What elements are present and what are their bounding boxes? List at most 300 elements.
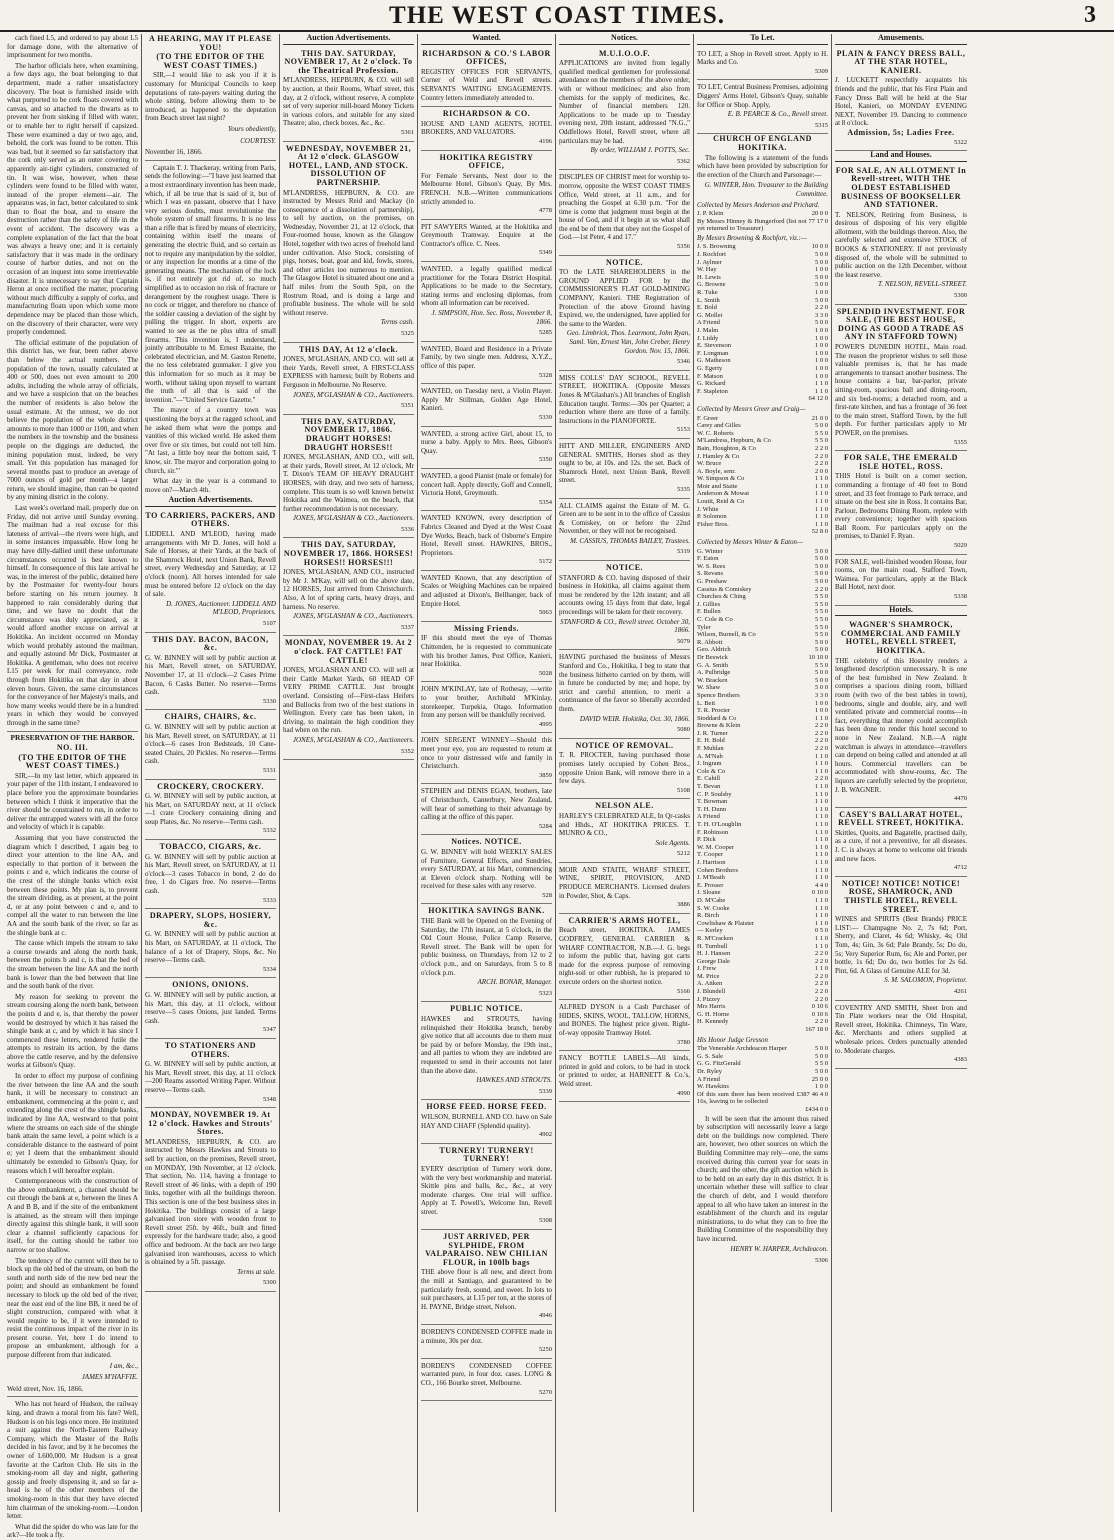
- subscriber-row: [697, 768, 828, 776]
- subscriber-name: Churches & Ching: [697, 593, 746, 601]
- advertisement: [559, 439, 690, 499]
- subscriber-row: [697, 677, 828, 685]
- subscriber-row: [697, 646, 828, 654]
- section-heading: To Let.: [697, 34, 828, 45]
- ad-body: HARLEY'S CELEBRATED ALE, In Qr-casks and Hhds., AT HOKITIKA PRICES. T. MUNRO & CO.,: [559, 811, 690, 838]
- subscriber-name: L. Smith: [697, 296, 720, 304]
- subscriber-row: [697, 760, 828, 768]
- news-paragraph: The official estimate of the population of this district has, we fear, been rather above than below the actual numbers. The population of the town, usually calculated at 400 or 500, does not even amount to 200 adults, including the whole array of officials, and we have a suspicion that on the beaches the number of residents is also below the usual estimate. At the utmost, we do not believe the population of the whole district amounts to more than 1000 or 1100, and when the numbers in the township and the business people on the diggings are deducted, the mining population must, indeed, be very small. Yet this population has managed for several months past to produce an average of 7000 ounces of gold per month—a larger return, we should imagine, than can be quoted by any mining district in the colony.: [7, 338, 138, 502]
- advertisement-list: [145, 509, 276, 1292]
- subscriber-name: E. H. Bold: [697, 737, 725, 745]
- advertisement: [145, 509, 276, 633]
- closing-signature: HENRY W. HARPER, Archdeacon.: [730, 1245, 828, 1254]
- subscription-amount: 5 0 0: [815, 676, 828, 684]
- ad-number: 5335: [677, 485, 690, 493]
- ad-heading: CARRIER'S ARMS HOTEL,: [568, 915, 681, 925]
- subscriber-name: T. H. Dunn: [697, 805, 727, 813]
- advertisement: [421, 622, 552, 683]
- ad-body: WILSON, BURNELL AND CO. have on Sale HAY AND CHAFF (Splendid quality).: [421, 1112, 552, 1130]
- subscription-amount: 5 0 0: [815, 555, 828, 563]
- subscriber-row: [697, 483, 828, 491]
- subscription-total: 52 8 0: [811, 528, 828, 536]
- ad-body: TO LET, a Shop in Revell street. Apply to H. Marks and Co.: [697, 49, 828, 67]
- subscriber-name: Cohen Brothers: [697, 866, 738, 874]
- subscriber-name: F. Muhlan: [697, 745, 724, 753]
- ad-number: 5334: [263, 965, 276, 973]
- ad-body: G. W. BINNEY will hold WEEKLY SALES of Furniture, General Effects, and Sundries, every SATURDAY, at his Mart, commencing at Eleven o'clock sharp. Nothing will be received for these sales with any reserve.: [421, 847, 552, 891]
- ad-heading: NELSON ALE.: [595, 801, 654, 811]
- ad-heading: NOTICE! NOTICE! NOTICE! ROSE, SHAMROCK, AND THISTLE HOTEL, REVELL STREET.: [841, 878, 961, 914]
- subscription-amount: 2 2 0: [815, 957, 828, 965]
- ad-body: STANFORD & CO. having disposed of their business in Hokitika, all claims against them must be rendered by the 12th instant; and all accounts owing 15 days from that date, legal proceedings will be taken for their recovery.: [559, 573, 690, 617]
- subscriber-row: [697, 365, 828, 373]
- subscriber-name: By Messrs Hinney & Hungerford (list not yet returned to Treasurer): [697, 217, 807, 233]
- advertisement: [145, 633, 276, 711]
- subscriber-name: J. Liddy: [697, 334, 719, 342]
- subscriber-row: [697, 297, 828, 305]
- subscriber-row: [697, 867, 828, 875]
- ad-body: EVERY description of Turnery work done, with the very best workmanship and material. Skittle pins and balls, &c., &c., at very moderate charges. One trial will suffice. Apply at T. Powell's, Welcome Inn, Revell street.: [421, 1164, 552, 1216]
- subscriber-row: [697, 897, 828, 905]
- divider: [145, 160, 276, 161]
- subscriber-row: [697, 836, 828, 844]
- ad-heading: RICHARDSON & CO.'S LABOR OFFICES,: [422, 48, 551, 67]
- ad-signature: JONES, M'GLASHAN & CO., Auctioneers.: [292, 514, 414, 523]
- subscription-amount: 1 1 0: [815, 714, 828, 722]
- subscription-amount: 1 1 0: [815, 934, 828, 942]
- subscriber-row: [697, 654, 828, 662]
- advertisement: [421, 469, 552, 511]
- subscriber-name: Wilson, Burnell, & Co: [697, 631, 756, 639]
- ad-body: G. W. BINNEY will sell by public auction at his Mart, Revell street, on SATURDAY, at 11 o'clock—6 cases Iron Bedsteads, 10 Cane-seated Chairs, 20 Pickles. No reserve—Terms cash.: [145, 722, 276, 766]
- subscriber-name: J. S. Browning: [697, 243, 736, 251]
- advertisement: [283, 47, 414, 142]
- subscription-amount: 1 1 0: [815, 387, 828, 395]
- advertisement: [421, 427, 552, 469]
- subscription-amount: 10 10 0: [808, 653, 828, 661]
- subscription-amount: 1 1 0: [815, 843, 828, 851]
- subscriber-row: [697, 430, 828, 438]
- letter-addressee: (TO THE EDITOR OF THE WEST COAST TIMES.): [156, 52, 265, 70]
- advertisement: [145, 1039, 276, 1108]
- ad-number: 5332: [263, 827, 276, 835]
- ad-body: DISCIPLES OF CHRIST meet for worship to-morrow, opposite the WEST COAST TIMES Office, Weld street, at 11 a.m., and for preaching the Gospel at 6.30 p.m. "For the time is come that judgment must begin at the house of God, and if it begin at us what shall the end be of them that obey not the Gospel of God.—1st Peter, 4 and 17.": [559, 173, 690, 242]
- subscriber-row: [697, 521, 828, 529]
- subscription-amount: 2 2 0: [815, 995, 828, 1003]
- ad-heading: HOKITIKA SAVINGS BANK.: [428, 906, 545, 916]
- ad-number: 4946: [539, 1312, 552, 1320]
- ad-number: 5284: [539, 822, 552, 830]
- subscription-amount: 1 1 0: [815, 498, 828, 506]
- subscriber-row: [697, 593, 828, 601]
- subscriber-name: W. C. Roberts: [697, 429, 734, 437]
- column-6-to-let: [694, 34, 832, 1512]
- subscriber-name: F. Longman: [697, 349, 729, 357]
- advertisement: [559, 561, 690, 650]
- subscriber-row: [697, 692, 828, 700]
- subscription-amount: 5 0 0: [815, 251, 828, 259]
- letter-addressee: (TO THE EDITOR OF THE WEST COAST TIMES.): [18, 752, 127, 771]
- subscription-amount: 1 1 0: [815, 752, 828, 760]
- news-paragraphs: [7, 34, 138, 728]
- ad-number: 5355: [954, 438, 967, 446]
- subscription-amount: 5 0 0: [815, 273, 828, 281]
- subscription-amount: 1 1 0: [815, 380, 828, 388]
- subscriber-row: [697, 859, 828, 867]
- ad-body: T. NELSON, Retiring from Business, is desirous of disposing of his very eligible allotment, with the buildings thereon. Also, the carefully selected and extensive STOCK of BOOKS & STATIONERY. If not previously disposed of, the whole will be submitted to public auction on the 12th December, without the least reserve.: [835, 210, 967, 279]
- ad-body: HOUSE AND LAND AGENTS, HOTEL BROKERS, AND VALUATORS.: [421, 119, 552, 137]
- subscription-amount: 5 0 0: [815, 422, 828, 430]
- advertisement: [145, 710, 276, 779]
- subscription-amount: 1 1 0: [815, 858, 828, 866]
- letter-close: I am, &c.,: [109, 1361, 138, 1370]
- ad-heading: Missing Friends.: [454, 623, 519, 633]
- subscription-total: 64 12 0: [808, 395, 828, 403]
- subscriber-name: W. Simpson & Co: [697, 475, 745, 483]
- advertisement: [421, 151, 552, 220]
- subscriber-name: A. Pulbridge: [697, 669, 731, 677]
- ad-heading: TO CARRIERS, PACKERS, AND OTHERS.: [145, 510, 276, 529]
- subscriber-name: Moir and Staite: [697, 482, 738, 490]
- subscriber-name: M. Price: [697, 972, 720, 980]
- subscriber-name: J. Rochfort: [697, 251, 726, 259]
- advertisement: [559, 739, 690, 800]
- ad-body: WANTED, on Tuesday next, a Violin Player. Apply Mr Stillman, Golden Age Hotel, Kanieri.: [421, 387, 552, 413]
- ad-heading: PUBLIC NOTICE.: [450, 1004, 523, 1014]
- subscriber-row: [697, 373, 828, 381]
- subscriber-row: [697, 806, 828, 814]
- subscriber-row: [697, 506, 828, 514]
- subscriber-row: [697, 1060, 828, 1068]
- advertisement: [421, 1359, 552, 1401]
- subscription-amount: 5 5 0: [815, 437, 828, 445]
- advertisement: [421, 1325, 552, 1359]
- subscriber-row: [697, 980, 828, 988]
- subscriber-name: G. Winter: [697, 547, 723, 555]
- subscription-amount: 5 0 0: [815, 547, 828, 555]
- news-paragraph: Who has not heard of Hudson, the railway king, and drawn a moral from his fate? Well, Hudson is on his legs once more. He instituted a suit against the North-Eastern Railway Company, which the Master of the Rolls decided in his favor, and by it he becomes the owner of L600,000. Mr Hudson is a great favorite at the Carlton Club. He sits in the smoking-room all day and night, gathering gossip and freely dispensing it, and so far a-head is he of the other members of the smoking-room in this that they have elected him chairman of the smoking-room.—London letter.: [7, 1400, 138, 1521]
- ad-signature: JONES, M'GLASHAN & CO., Auctioneers.: [292, 735, 414, 744]
- advertisement: [559, 1000, 690, 1051]
- ad-number: 528: [542, 891, 552, 899]
- letter-paragraph: My reason for seeking to prevent the stream coursing along the north bank, between the points d and e, is, that thereby the power would be destroyed by which it has raised the shingle bank at c, and by which it has since I commenced these letters, rendered futile the attempts to restrain its action, by the dams above the cattle reserve, and by the defensive works at Gibson's Quay.: [7, 992, 138, 1070]
- ad-number: 5331: [263, 766, 276, 774]
- subscription-amount: 1 1 0: [815, 851, 828, 859]
- subscriber-name: G. Mollet: [697, 311, 723, 319]
- subscriber-row: [697, 905, 828, 913]
- subscriber-row: [697, 218, 828, 233]
- advertisement: [559, 170, 690, 255]
- subscriber-row: [697, 563, 828, 571]
- subscriber-row: [697, 380, 828, 388]
- subscriber-row: [697, 631, 828, 639]
- subscriber-name: C. P. Soulsby: [697, 790, 732, 798]
- ad-heading: MONDAY, NOVEMBER 19. At 2 o'clock. FAT CATTLE! FAT CATTLE!: [284, 638, 413, 665]
- subscriber-row: [697, 935, 828, 943]
- news-paragraph: cach fined L5, and ordered to pay about L5 for damage done, with the alternative of imprisonment for two months.: [7, 34, 138, 60]
- advertisement-list: [559, 47, 690, 1103]
- advertisement-list: [283, 47, 414, 761]
- advertisement: [835, 164, 967, 305]
- subscriber-name: G. S. Sale: [697, 1052, 723, 1060]
- ad-admission: Admission, 5s; Ladies Free.: [847, 127, 955, 137]
- subscriber-name: A. M'Nab: [697, 752, 723, 760]
- ad-number: 5285: [539, 329, 552, 337]
- ad-number: 5333: [263, 896, 276, 904]
- ad-signature: J. SIMPSON, Hon. Sec. Ross, November 8, 1866.: [431, 309, 552, 326]
- ad-heading: CASEY'S BALLARAT HOTEL, REVELL STREET, HOKITIKA.: [838, 809, 964, 828]
- subscriber-row: [697, 829, 828, 837]
- subscription-amount: 2 2 0: [815, 1018, 828, 1026]
- subscriber-row: [697, 243, 828, 251]
- advertisement: [421, 511, 552, 571]
- subscription-amount: 5 5 0: [815, 615, 828, 623]
- subscription-amount: 5 0 0: [815, 1045, 828, 1053]
- ad-body: WINES and SPIRITS (Best Brands) PRICE LIST:— Champagne No. 2, 7s 6d; Port, Sherry, and Claret, 4s 6d; Whisky, 4s; Old Tom, 4s; Gin, 3s 6d; Pale Brandy, 5s; Do do, 5s; Very Superior Rum, 6s; Ale and Porter, per bottle, 1s 6d; Do do, two bottles for 2s 6d. Pint, 6d. A Glass of Genuine ALE for 3d.: [835, 915, 967, 975]
- advertisement: [835, 1001, 967, 1069]
- ad-body: G. W. BINNEY will sell by public auction at his Mart, Revell street, on SATURDAY, November 17, at 11 o'clock—2 Cases Prime Bacon, 6 Casks Butter. No reserve—Terms cash.: [145, 653, 276, 697]
- subscriber-row: [697, 1076, 828, 1084]
- ad-heading: ONIONS, ONIONS.: [172, 980, 249, 990]
- subscriber-row: [697, 1053, 828, 1061]
- subscription-list-heading: By Messrs Browning & Rochfort, viz.:—: [697, 234, 807, 242]
- subscriber-row: [697, 616, 828, 624]
- ad-number: 5212: [677, 850, 690, 858]
- column-1-news: [4, 34, 142, 1540]
- subscriber-name: R. M'Cracken: [697, 934, 734, 942]
- column-4-wanted: [418, 34, 556, 1512]
- subscription-amount: 5 5 0: [815, 608, 828, 616]
- ad-number: 5354: [539, 498, 552, 506]
- subscriber-name: Carey and Gilles: [697, 422, 741, 430]
- letter-date: November 16, 1866.: [145, 148, 203, 157]
- column-7-amusements: [832, 34, 970, 1512]
- advertisement: [559, 499, 690, 562]
- ad-number: 5351: [401, 402, 414, 410]
- subscriber-name: W. Bruce: [697, 460, 722, 468]
- subscription-amount: 0 10 0: [811, 889, 828, 897]
- advertisement: [559, 650, 690, 738]
- subscriber-row: [697, 798, 828, 806]
- ad-number: 5153: [677, 426, 690, 434]
- ad-body: THE celebrity of this Hostelry renders a lengthened description unnecessary. It is one of the best furnished in New Zealand. It comprises a spacious dining room, billiard room (with two of the best tables in town), bedrooms, single and double, airy, and well ventilated private and commercial rooms—in fact, everything that money could accomplish has been done to render this hotel second to none in New Zealand. N.B.—A night watchman is always in attendance—travellers can depend on being called and attended at all hours. Commercial travellers can be accommodated with show-rooms, &c. The liquors are carefully selected by the proprietor, J. B. WAGNER.: [835, 656, 967, 794]
- subscriber-row: [697, 753, 828, 761]
- advertisement: [283, 415, 414, 539]
- subscriber-name: G. Preshaw: [697, 578, 727, 585]
- ad-number: 5080: [677, 726, 690, 734]
- ad-heading: PLAIN & FANCY DRESS BALL, AT THE STAR HOTEL, KANIERI.: [836, 48, 966, 75]
- subscriber-row: [697, 783, 828, 791]
- subscription-amount: 2 0 0: [815, 467, 828, 475]
- subscriber-name: Cassius & Comiskey: [697, 585, 752, 593]
- ad-number: 5339: [539, 1087, 552, 1095]
- ad-body: FOR SALE, well-finished wooden House, four rooms, on the main road, Stafford Town, Waimea. For particulars, apply at the Black Ball Hotel, next door.: [835, 557, 968, 592]
- subscriber-name: T. Bowman: [697, 798, 728, 806]
- advertisement: [835, 808, 967, 877]
- subscription-amount: 1 0 0: [815, 357, 828, 365]
- ad-signature: STANFORD & CO., Revell street. October 30, 1866.: [560, 617, 690, 635]
- subscriber-name: Geo. Aldrich: [697, 646, 731, 654]
- advertisement: [145, 840, 276, 909]
- subscriber-name: P. Solomon: [697, 513, 727, 521]
- ad-body: JONES, M'GLASHAN, AND CO. will sell at their Yards, Revell street, A FIRST-CLASS EXPRESS with harness; built by Roberts and Ferguson in Melbourne. No Reserve.: [283, 355, 414, 389]
- ad-signature: DAVID WEIR. Hokitika, Oct. 30, 1866.: [579, 714, 690, 723]
- subscription-amount: 0 5 0: [815, 927, 828, 935]
- subscriber-name: W. Shaw: [697, 684, 721, 692]
- subscription-amount: 1 1 0: [815, 828, 828, 836]
- subscription-amount: 1 1 0: [815, 965, 828, 973]
- subscriber-name: M'Landress, Hepburn, & Co: [697, 437, 771, 445]
- section-heading: Land and Houses.: [835, 151, 967, 162]
- subscriber-name: J. P. Klein: [697, 210, 724, 218]
- news-paragraph: The mayor of a country town was questioning the boys at the ragged school, and he asked them what were the pomps and vanities of this wicked world. He asked them over five or six times, but could not tell him. "At last, a little boy near the bottom said, 'I know, sir. The mayor and corporation going to church, sir.'": [145, 406, 276, 475]
- subscriber-row: [697, 889, 828, 897]
- subscriber-row: [697, 259, 828, 267]
- subscriber-name: E. Stevenson: [697, 342, 731, 350]
- ad-number: 5330: [263, 697, 276, 705]
- subscriber-row: [697, 791, 828, 799]
- subscription-amount: 1 1 0: [815, 942, 828, 950]
- subscription-amount: 5 5 0: [815, 429, 828, 437]
- subscriber-row: [697, 988, 828, 996]
- subscriber-row: [697, 357, 828, 365]
- ad-signature: Geo. Limbrick, Thos. Learmont, John Ryan, Saml. Van, Ernest Van, John Creber, Henry Gordon. Nov. 15, 1866.: [566, 329, 690, 355]
- letter-paragraph: The tendency of the current will then be to block up the old bed of the stream, on both the south and north side of the new bed near the point; and should an embankment be found necessary to block up the old bed of the river, near the east end of the line BB, it need be of slight construction, compared with what it would require to be, if it were intended to resist the continuous impact of the river in its present course. Yet, here I do intend to propose an embankment, although for a purpose different from that indicated.: [7, 1256, 138, 1360]
- ad-body: J. LUCKETT respectfully acquaints his friends and the public, that his First Plain and Fancy Dress Ball will be held at the Star Hotel, Kanieri, on MONDAY EVENING NEXT, November 19. Dancing to commence at 8 o'clock.: [835, 76, 967, 128]
- subscriber-name: J. Malm: [697, 327, 719, 334]
- ad-body: G. W. BINNEY will sell by public auction, at his Mart, on SATURDAY next, at 11 o'clock—1 crate Crockery containing dining and soup Plates, &c. No reserve—Terms cash.: [145, 792, 276, 826]
- ad-number: 5028: [539, 669, 552, 677]
- ad-number: 3780: [677, 1038, 690, 1046]
- subscription-amount: 1 1 0: [815, 490, 828, 498]
- subscription-list-heading: Collected by Messrs Anderson and Prichard.: [697, 201, 820, 209]
- subscriber-row: [697, 490, 828, 498]
- subscriber-name: W. M. Cooper: [697, 843, 734, 851]
- section-heading: Auction Advertisements.: [145, 496, 276, 507]
- subscription-amount: 5 0 0: [815, 638, 828, 646]
- ad-signature: HAWKES AND STROUTS.: [476, 1076, 552, 1085]
- subscription-amount: 1 1 0: [815, 919, 828, 927]
- advertisement: [421, 220, 552, 262]
- subscriber-name: Mrs Harris: [697, 1003, 726, 1011]
- subscription-amount: 1 1 0: [815, 475, 828, 483]
- ad-number: 4196: [539, 137, 552, 145]
- newspaper-title: THE WEST COAST TIMES.: [389, 2, 725, 29]
- letter-paragraph: Contemporaneous with the construction of the above embankment, a channel should be cut through the bank at e, between the lines A A and B B, and if the site of the embankment is attained, as the stream will then impinge directly against this shingle bank, it will soon clear a channel sufficiently capacious for itself, for the cutting should be rather too narrow or too shallow.: [7, 1177, 138, 1254]
- subscription-amount: 1 0 0: [815, 699, 828, 707]
- ad-heading: HORSE FEED. HORSE FEED.: [426, 1102, 547, 1112]
- subscriber-name: E. Bold: [697, 304, 717, 312]
- subscriber-name: J. Ingram: [697, 760, 722, 768]
- subscriber-name: S. W. Cooke: [697, 904, 730, 912]
- subscriber-row: [697, 335, 828, 343]
- subscriber-row: [697, 1011, 828, 1019]
- news-paragraph: What did the spider do who was late for the ark?—He took a fly.: [7, 1522, 138, 1540]
- ad-heading: HOKITIKA REGISTRY OFFICE,: [439, 152, 534, 171]
- subscription-amount: 1 1 0: [815, 520, 828, 528]
- advertisement: [835, 555, 967, 606]
- subscriber-row: [697, 1068, 828, 1076]
- ad-number: 5079: [677, 637, 690, 645]
- subscriber-name: T. Cooper: [697, 851, 723, 859]
- subscriber-row: [697, 555, 828, 563]
- ad-number: 4990: [677, 1089, 690, 1097]
- subscriber-name: J. R. Turner: [697, 729, 728, 737]
- subscriber-row: [697, 965, 828, 973]
- advertisement-list: [835, 164, 967, 606]
- subscription-amount: 5 0 0: [815, 578, 828, 585]
- subscription-amount: 21 0 0: [811, 414, 828, 422]
- subscriber-name: Fisher Bros.: [697, 520, 729, 528]
- subscriber-name: F. Stapleton: [697, 387, 728, 395]
- subscription-amount: 5 5 0: [815, 661, 828, 669]
- subscriber-row: [697, 920, 828, 928]
- ad-signature: E. B. PEARCE & Co., Revell street.: [727, 110, 828, 119]
- subscriber-name: A Friend: [697, 319, 720, 327]
- subscriber-name: Browne & Klein: [697, 722, 741, 730]
- advertisement: [559, 799, 690, 863]
- closing-paragraph: It will be seen that the amount thus raised by subscription will necessarily leave a large debt on the buildings now completed. There are, however, two other sources on which the Building Committee may rely—one, the sums received during this current year for seats in church; and the other, the gift auction which is to be held on an early day in this district. It is uncertain whether these will suffice to clear the church of debt, and I would therefore appeal to all who have taken an interest in the establishment of the church and its regular ministrations, to do what they can to free the Building Committee of the responsibility they have incurred.: [697, 1114, 828, 1243]
- ad-number: 5347: [263, 1026, 276, 1034]
- subscription-amount: 5 0 0: [815, 319, 828, 327]
- subscriber-name: T. Bevan: [697, 783, 721, 791]
- subscriber-row: [697, 578, 828, 586]
- advertisement: [421, 1230, 552, 1325]
- ad-number: 5108: [677, 786, 690, 794]
- ad-body: JONES, M'GLASHAN, AND CO., instructed by Mr J. M'Kay, will sell on the above date, 12 HORSES, Just arrived from Christchurch. Also, A lot of spring carts, heavy drays, and harness. No reserve.: [283, 568, 414, 611]
- column-2: [142, 34, 280, 1512]
- news-paragraph: Captain T. J. Thackeray, writing from Paris, sends the following:—"I have just learned that a most extraordinary invention has been made, which, if all be true that is said of it, but of which I was en passant, observe that I have very serious doubts, must revolutionise the whole system of small firearms. It is no less than a rifle that is fired by means of electricity, containing within itself the means of generating the electric fluid, and so certain as not to require any manipulation by the soldier, or any inspection for months at a time of the generating means. The mechanism of the lock is, if not entirely got rid of, so much simplified as to occasion no risk of fracture or derangement by the roughest usage. There is no cock or trigger, and therefore no chance of the soldier causing a deviation of the sight by pulling the trigger. In short, experts are wanted to see as the ne plus ultra of small firearms. This invention is, I understand, jointly attributable to M. Ernest Bazaine, the celebrated electrician, and M. Gaston Renette, the no less celebrated gunmaker. I give you this information for so much as it may be worth, without taking upon myself to warrant the truth of all that is said of the invention."—"United Service Gazette.": [145, 163, 276, 404]
- news-paragraph: The harbor officials here, when examining, a few days ago, the boat belonging to that department, made a rather unsatisfactory discovery. The boat is furnished inside with what purported to be cork floats covered with canvas, and so attached to the thwarts as to prevent her from sinking if filled with water, or to enable her to right herself if capsized. These were examined a day or two ago, and, behold, the cork was found to be rotten. This was bad, but it seemed so far satisfactory that the cork only served as an outer covering to apparently air-tight cylinders, constructed of tin. It was wise, however, when these cylinders were found to be filled with water, instead of the proper element—air. The apparatus was, in fact, better calculated to sink than to float the boat, and to ensure the destruction rather than the safety of life in the event of accident. The discovery was a complete explanation of the fact that the boat was always a heavy one; and it is certainly satisfactory that it was made in the ordinary course of harbor duties, and not on the occasion of an inquest into some irretrievable disaster. It is unnecessary to say that Captain Heron at once rectified the matter, procuring without much difficulty a supply of corks, and manufacturing floats upon which some more dependence may be placed than those which, on the discovery of their character, were very properly condemned.: [7, 61, 138, 337]
- subscriber-name: H. Turnbull: [697, 942, 728, 950]
- subscription-amount: 5 5 0: [815, 631, 828, 639]
- advertisement: [283, 343, 414, 415]
- advertisement: [421, 682, 552, 733]
- column-5-notices: [556, 34, 694, 1512]
- ad-number: 5270: [539, 1388, 552, 1396]
- subscription-amount: 1 1 0: [815, 813, 828, 821]
- ad-body: MISS COLLS' DAY SCHOOL, REVELL STREET, HOKITIKA. (Opposite Messrs Jones & M'Glashan's.) All branches of English Education taught. Terms:—30s per Quarter; a reduction where there are three of a family. Instructions in the PIANOFORTE.: [559, 373, 690, 425]
- subscriber-name: T. R. Procter: [697, 707, 731, 715]
- ad-body: JOHN SERGENT WINNEY—Should this meet your eye, you are requested to return at once to your distressed wife and family in Christchurch.: [421, 736, 552, 771]
- subscriber-row: [697, 415, 828, 423]
- advertisement: [835, 305, 967, 452]
- subscription-amount: 1 0 0: [815, 266, 828, 274]
- advertisement: [559, 256, 690, 371]
- subscription-amount: 77 17 0: [808, 217, 828, 225]
- subscriber-row: [697, 1083, 828, 1091]
- section-heading: Amusements.: [835, 34, 967, 45]
- ad-body: WANTED, a good Pianist (male or female) for concert hall. Apply directly, Goff and Connell, Victoria Hotel, Greymouth.: [421, 471, 553, 498]
- section-heading: Auction Advertisements.: [283, 34, 414, 45]
- subscriber-name: Dr Beswick: [697, 653, 728, 661]
- subscriber-row: [697, 662, 828, 670]
- ad-heading: THIS DAY, SATURDAY, NOVEMBER 17, 1866. DRAUGHT HORSES! DRAUGHT HORSES!!: [301, 416, 396, 452]
- ad-number: 5319: [677, 548, 690, 556]
- subscription-amount: 5 5 0: [815, 593, 828, 601]
- ad-number: 4712: [954, 864, 967, 872]
- subscription-amount: 2 2 0: [815, 729, 828, 737]
- ad-signature: JONES, M'GLASHAN & CO., Auctioneers.: [292, 390, 414, 399]
- ad-body: G. W. BINNEY will sell by public auction at his Mart, on SATURDAY, at 11 o'clock, The balance of a lot of Drapery, Slops, &c. No reserve—Terms cash.: [145, 930, 276, 965]
- ad-signature: T. NELSON, REVELL-STREET.: [877, 280, 967, 289]
- subscription-amount: 5 0 0: [815, 570, 828, 578]
- subscriber-name: F. Matson: [697, 372, 723, 380]
- subscription-amount: 5 0 0: [815, 1052, 828, 1060]
- column-3-auctions: [280, 34, 418, 1512]
- advertisement: [559, 1051, 690, 1102]
- letter-close: Yours obediently,: [228, 124, 276, 133]
